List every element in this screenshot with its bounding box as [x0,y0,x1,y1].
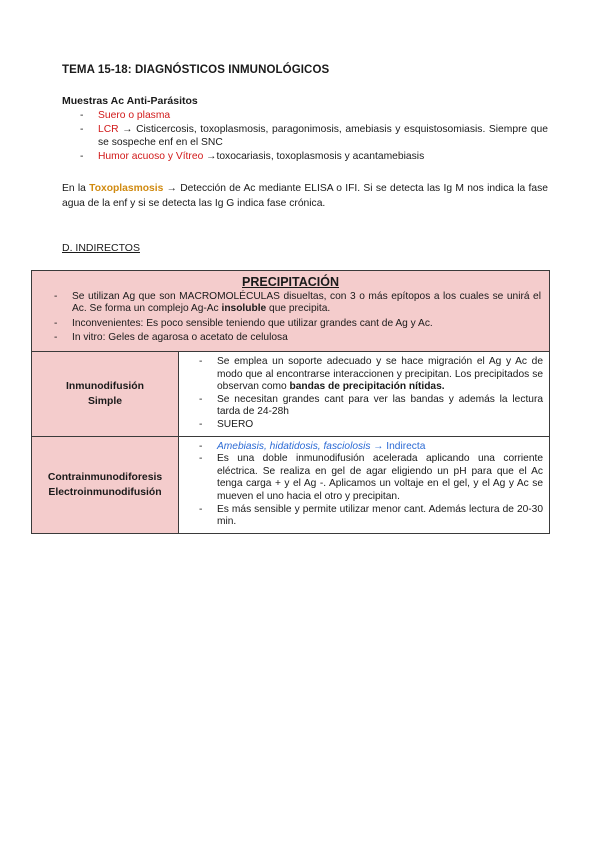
toxoplasmosis-paragraph: En la Toxoplasmosis → Detección de Ac mediante ELISA o IFI. Si se detecta las Ig M nos indica la fase agua de la enf y si se detecta las Ig G indica fase crónica. [62,183,548,209]
list-item: - SUERO [185,419,543,432]
table-row [32,271,550,352]
table-header-cell [32,271,550,352]
row-label-inmunodifusion: Inmunodifusión Simple [32,351,179,436]
page-title: TEMA 15-18: DIAGNÓSTICOS INMUNOLÓGICOS [62,64,330,76]
toxoplasmosis-highlight: Toxoplasmosis [89,183,164,194]
list-item: - Se utilizan Ag que son MACROMOLÉCULAS disueltas, con 3 o más epítopos a los cuales se unirá el Ac. Se forma un complejo Ag-Ac insoluble que precipita. [40,291,541,316]
row-label-contrainmunoforesis: Contrainmunodiforesis Electroinmunodifusión [32,436,179,533]
samples-list [62,109,548,163]
section-heading-indirectos: D. INDIRECTOS [62,242,140,254]
header-list [40,291,541,345]
table-title: PRECIPITACIÓN [242,275,339,289]
list-item: - Es más sensible y permite utilizar menor cant. Además lectura de 20-30 min. [185,504,543,529]
list-item: - Amebiasis, hidatidosis, fasciolosis → Indirecta [185,441,543,454]
table-row [32,436,550,533]
table-row [32,351,550,436]
list-item: - Inconvenientes: Es poco sensible teniendo que utilizar grandes cant de Ag y Ac. [40,318,541,331]
precipitation-table [31,270,550,534]
list-item: - Suero o plasma [62,109,548,123]
samples-heading: Muestras Ac Anti-Parásitos [62,95,198,107]
list-item: - In vitro: Geles de agarosa o acetato de celulosa [40,332,541,345]
row-content-inmunodifusion [179,351,550,436]
list-item: - Se necesitan grandes cant para ver las bandas y además la lectura tarda de 24-28h [185,394,543,419]
list-item: - Humor acuoso y Vítreo →toxocariasis, toxoplasmosis y acantamebiasis [62,150,548,164]
list-item: - LCR → Cisticercosis, toxoplasmosis, paragonimosis, amebiasis y esquistosomiasis. Siempre que se sospeche enf en el SNC [62,123,548,150]
list-item: - Es una doble inmunodifusión acelerada aplicando una corriente eléctrica. Se realiza en gel de agar eligiendo un pH para que el Ac tenga carga + y el Ag -. Aplicamos un voltaje en el gel, y el Ag y Ac se mueven el uno hacia el otro y precipitan. [185,453,543,503]
list-item: - Se emplea un soporte adecuado y se hace migración el Ag y Ac de modo que al encontrarse interaccionen y precipitan. Los precipitados se observan como bandas de precipitación nítidas. [185,356,543,394]
row-content-contrainmunoforesis [179,436,550,533]
